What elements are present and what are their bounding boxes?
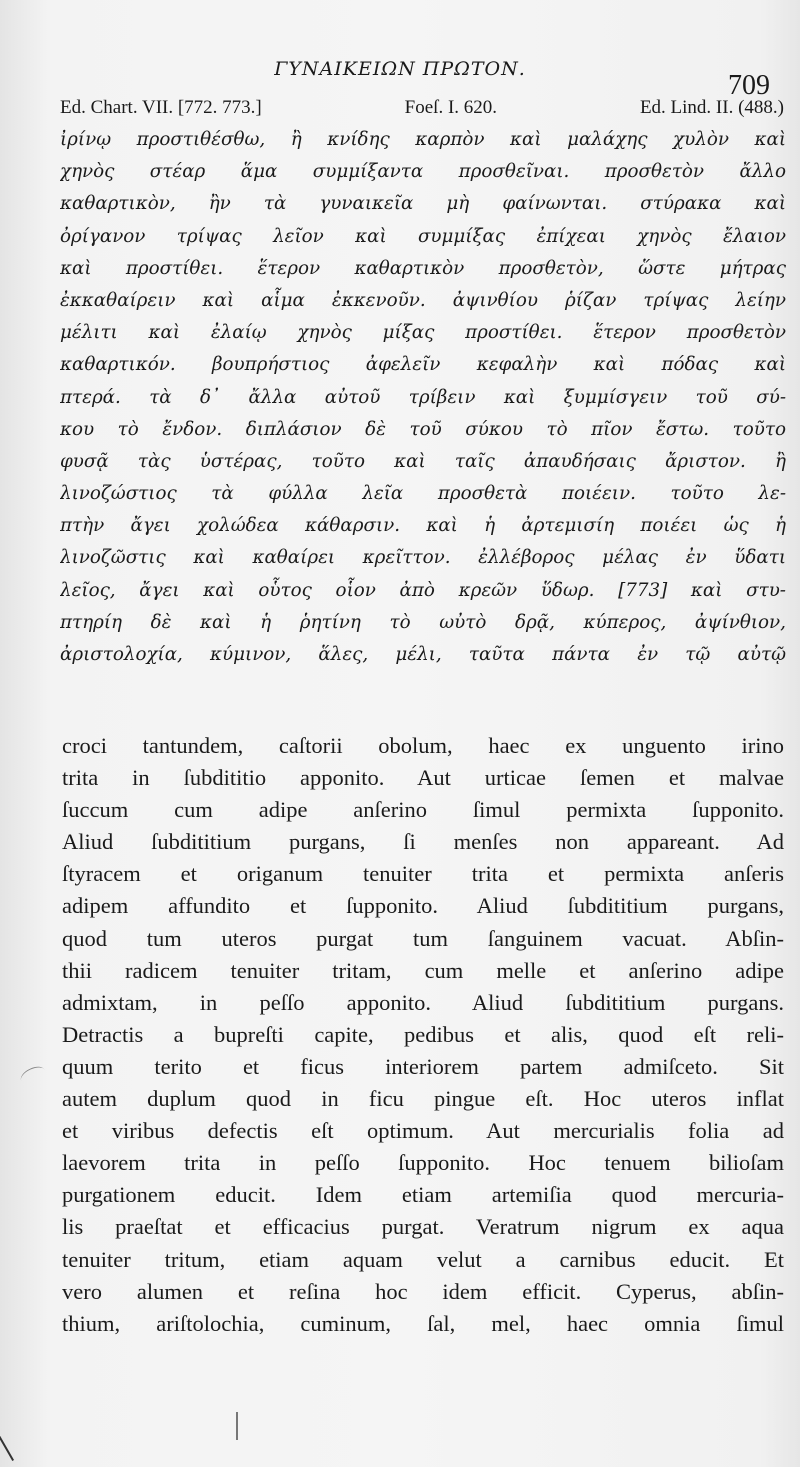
- greek-line: χηνὸς στέαρ ἅμα συμμίξαντα προσθεῖναι. προσθετὸν ἄλλο: [60, 161, 786, 183]
- latin-line: laevorem trita in peſſo ſupponito. Hoc tenuem bilioſam: [62, 1150, 784, 1176]
- greek-line: λεῖος, ἄγει καὶ οὗτος οἷον ἀπὸ κρεῶν ὕδωρ. [773] καὶ στυ-: [60, 579, 786, 601]
- greek-line: κου τὸ ἔνδον. διπλάσιον δὲ τοῦ σύκου τὸ πῖον ἔστω. τοῦτο: [60, 418, 786, 440]
- latin-line: admixtam, in peſſo apponito. Aliud ſubdititium purgans.: [62, 989, 784, 1015]
- greek-line: καθαρτικόν. βουπρήστιος ἀφελεῖν κεφαλὴν καὶ πόδας καὶ: [60, 354, 786, 376]
- greek-line: ἀριστολοχία, κύμινον, ἅλες, μέλι, ταῦτα πάντα ἐν τῷ αὐτῷ: [60, 644, 786, 665]
- latin-line: trita in ſubdititio apponito. Aut urticae ſemen et malvae: [62, 765, 784, 791]
- latin-line: autem duplum quod in ficu pingue eſt. Hoc uteros inflat: [62, 1086, 784, 1112]
- greek-line: καὶ προστίθει. ἕτερον καθαρτικὸν προσθετὸν, ὥστε μήτρας: [60, 257, 786, 279]
- latin-line: ſuccum cum adipe anſerino ſimul permixta ſupponito.: [62, 797, 784, 823]
- edition-references: [60, 97, 784, 119]
- latin-line: purgationem educit. Idem etiam artemiſia quod mercuria-: [62, 1182, 784, 1208]
- greek-line: πτερά. τὰ δ᾽ ἄλλα αὐτοῦ τρίβειν καὶ ξυμμίσγειν τοῦ σύ-: [60, 386, 786, 408]
- greek-line: φυσᾷ τὰς ὑστέρας, τοῦτο καὶ ταῖς ἀπαυδήσαις ἄριστον. ἢ: [60, 450, 786, 472]
- latin-line: croci tantundem, caſtorii obolum, haec ex unguento irino: [62, 733, 784, 758]
- latin-line: vero alumen et reſina hoc idem efficit. Cyperus, abſin-: [62, 1278, 784, 1304]
- edition-ref-lind: Ed. Lind. II. (488.): [639, 97, 784, 118]
- latin-line: thii radicem tenuiter tritam, cum melle et anſerino adipe: [62, 957, 784, 983]
- margin-pencil-mark: [18, 1063, 48, 1088]
- greek-line: καθαρτικὸν, ἢν τὰ γυναικεῖα μὴ φαίνωνται. στύρακα καὶ: [60, 193, 786, 215]
- latin-line: Aliud ſubdititium purgans, ſi menſes non appareant. Ad: [62, 829, 784, 855]
- latin-line: ſtyracem et origanum tenuiter trita et permixta anſeris: [62, 861, 784, 887]
- latin-line: thium, ariſtolochia, cuminum, ſal, mel, haec omnia ſimul: [62, 1310, 784, 1336]
- greek-line: λινοζῶστις καὶ καθαίρει κρεῖττον. ἐλλέβορος μέλας ἐν ὕδατι: [60, 547, 786, 569]
- greek-text-block: [60, 124, 786, 671]
- running-head: ΓΥΝΑΙΚΕΙΩΝ ΠΡΩΤΟΝ.: [274, 58, 526, 80]
- latin-line: et viribus defectis eſt optimum. Aut mercurialis folia ad: [62, 1118, 784, 1144]
- greek-line: ἐκκαθαίρειν καὶ αἷμα ἐκκενοῦν. ἀψινθίου ῥίζαν τρίψας λείην: [60, 289, 786, 311]
- greek-line: πτηρίη δὲ καὶ ἡ ῥητίνη τὸ ωὐτὸ δρᾷ, κύπερος, ἀψίνθιον,: [60, 611, 786, 633]
- latin-line: quum terito et ficus interiorem partem admiſceto. Sit: [62, 1053, 784, 1079]
- greek-line: ὀρίγανον τρίψας λεῖον καὶ συμμίξας ἐπίχεαι χηνὸς ἔλαιον: [60, 225, 786, 247]
- latin-line: Detractis a bupreſti capite, pedibus et alis, quod eſt reli-: [62, 1021, 784, 1047]
- page-number: 709: [728, 70, 770, 101]
- edition-ref-chart: Ed. Chart. VII. [772. 773.]: [60, 97, 262, 118]
- greek-line: ἰρίνῳ προστιθέσθω, ἢ κνίδης καρπὸν καὶ μαλάχης χυλὸν καὶ: [60, 129, 786, 150]
- latin-line: tenuiter tritum, etiam aquam velut a carnibus educit. Et: [62, 1246, 784, 1272]
- page-edge-mark: [0, 1429, 23, 1461]
- latin-text-block: [62, 730, 784, 1340]
- latin-line: quod tum uteros purgat tum ſanguinem vacuat. Abſin-: [62, 925, 784, 951]
- greek-line: πτὴν ἄγει χολώδεα κάθαρσιν. καὶ ἡ ἀρτεμισίη ποιέει ὡς ἡ: [60, 515, 786, 537]
- greek-line: μέλιτι καὶ ἐλαίῳ χηνὸς μίξας προστίθει. ἕτερον προσθετὸν: [60, 322, 786, 344]
- page-scratch-mark: [236, 1412, 238, 1440]
- greek-line: λινοζώστιος τὰ φύλλα λεῖα προσθετὰ ποιέειν. τοῦτο λε-: [60, 483, 786, 505]
- latin-line: lis praeſtat et efficacius purgat. Veratrum nigrum ex aqua: [62, 1214, 784, 1240]
- latin-line: adipem affundito et ſupponito. Aliud ſubdititium purgans,: [62, 893, 784, 919]
- edition-ref-foes: Foeſ. I. 620.: [404, 97, 498, 118]
